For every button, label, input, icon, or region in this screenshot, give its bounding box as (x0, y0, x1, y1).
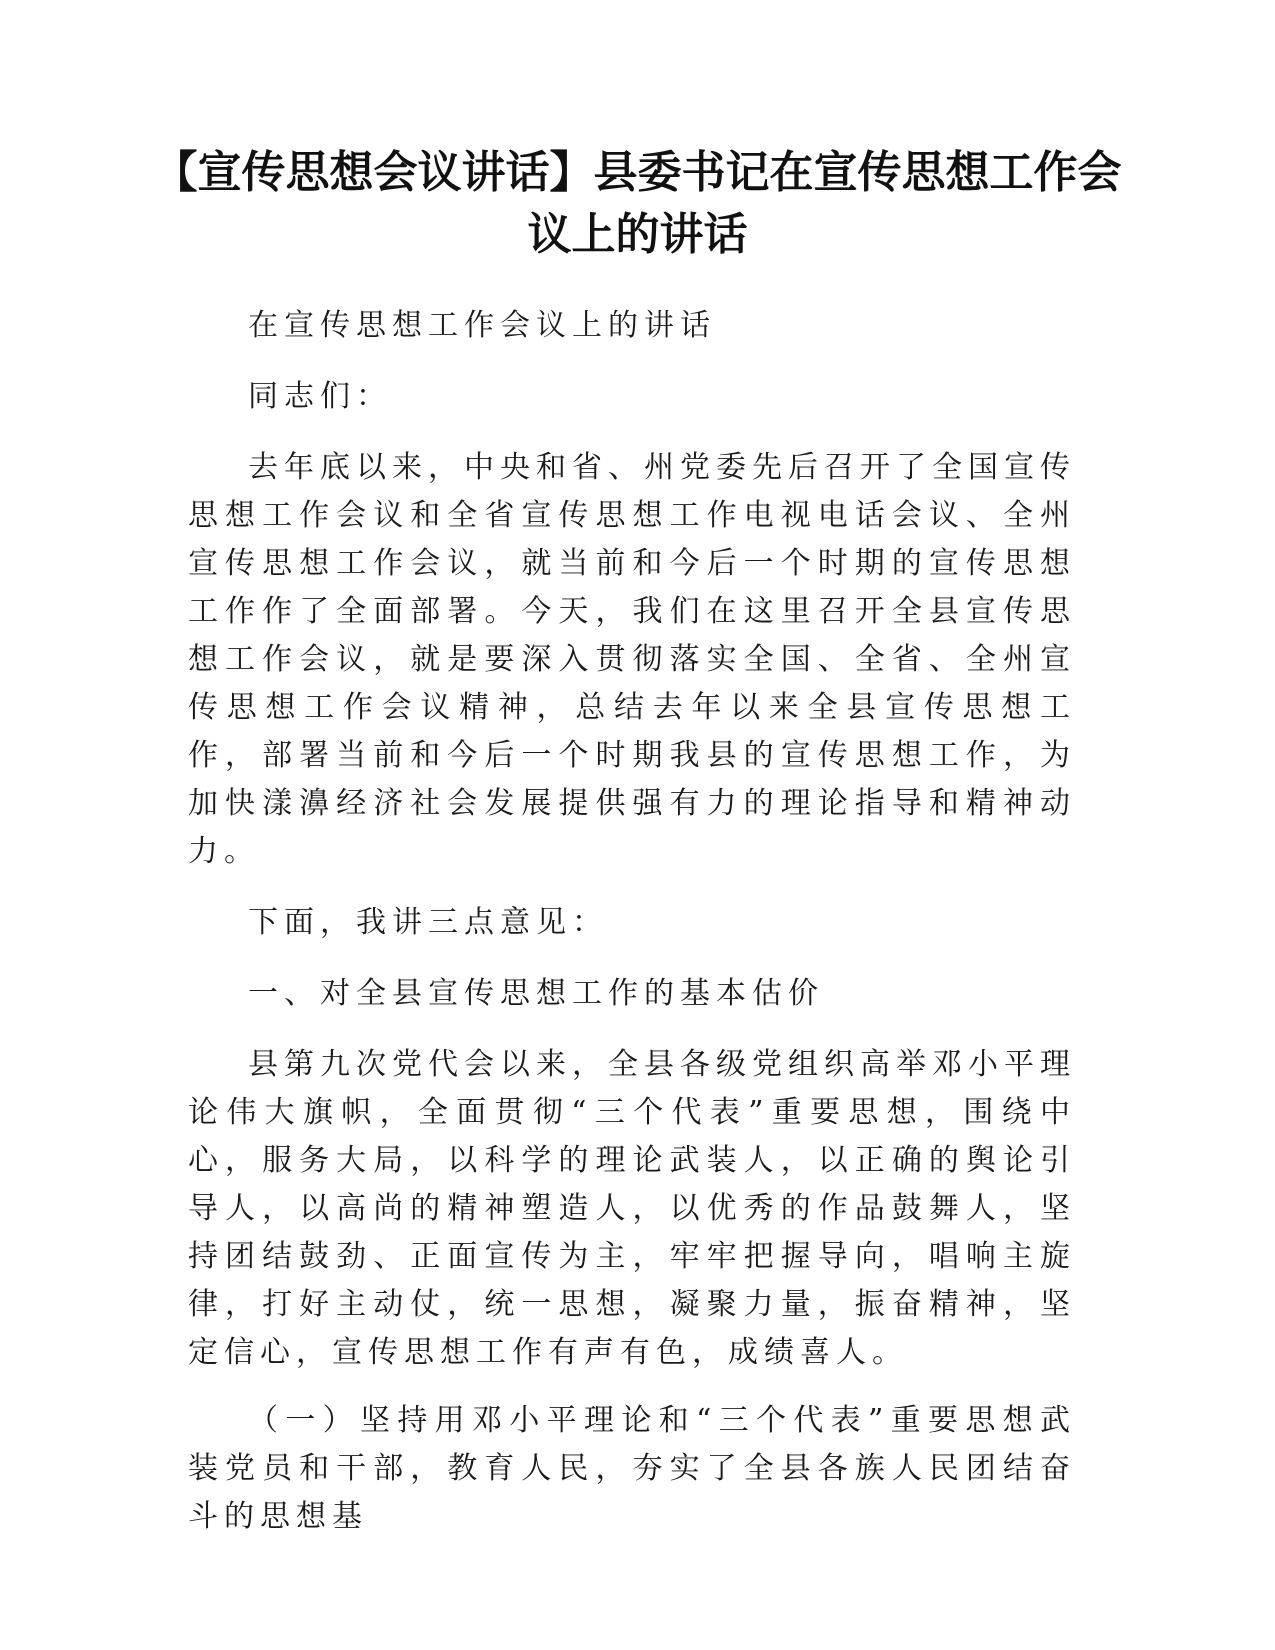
paragraph-section-1: 县第九次党代会以来，全县各级党组织高举邓小平理论伟大旗帜，全面贯彻“三个代表”重要思想，围绕中心，服务大局，以科学的理论武装人，以正确的舆论引导人，以高尚的精神塑造人，以优秀的作品鼓舞人，坚持团结鼓劲、正面宣传为主，牢牢把握导向，唱响主旋律，打好主动仗，统一思想，凝聚力量，振奋精神，坚定信心，宣传思想工作有声有色，成绩喜人。 (188, 1047, 1076, 1370)
paragraph-intro: 去年底以来，中央和省、州党委先后召开了全国宣传思想工作会议和全省宣传思想工作电视电话会议、全州宣传思想工作会议，就当前和今后一个时期的宣传思想工作作了全面部署。今天，我们在这里召开全县宣传思想工作会议，就是要深入贯彻落实全国、全省、全州宣传思想工作会议精神，总结去年以来全县宣传思想工作，部署当前和今后一个时期我县的宣传思想工作，为加快漾濞经济社会发展提供强有力的理论指导和精神动力。 (188, 450, 1076, 869)
paragraph-subtitle: 在宣传思想工作会议上的讲话 (248, 308, 716, 343)
document-title: 【宣传思想会议讲话】县委书记在宣传思想工作会议上的讲话 (153, 147, 1122, 260)
document-body (188, 302, 1076, 1564)
paragraph-salutation: 同志们： (248, 379, 392, 414)
paragraph-outline: 下面，我讲三点意见： (248, 905, 608, 940)
section-heading-1: 一、对全县宣传思想工作的基本估价 (248, 976, 824, 1011)
subsection-heading-1: （一）坚持用邓小平理论和“三个代表”重要思想武装党员和干部，教育人民，夯实了全县各族人民团结奋斗的思想基 (188, 1403, 1076, 1534)
